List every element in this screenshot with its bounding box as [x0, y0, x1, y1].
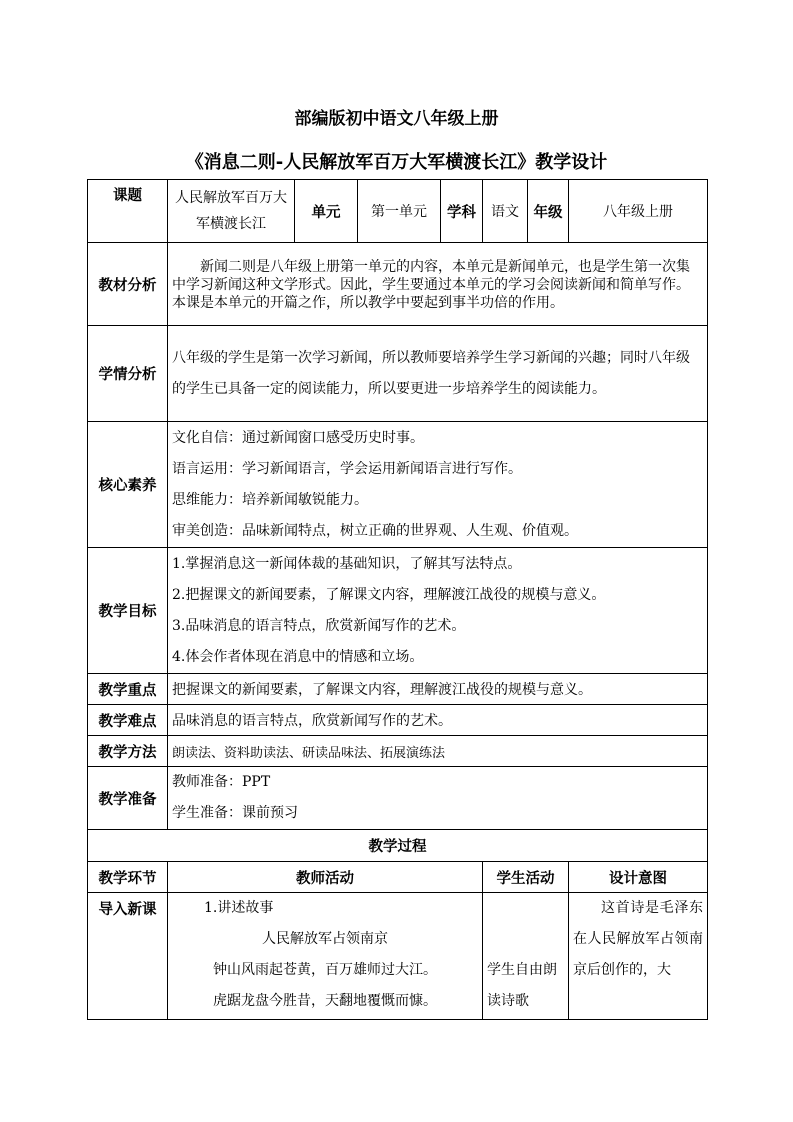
col-intent-header: 设计意图 — [569, 862, 708, 893]
core-literacy-item: 语言运用：学习新闻语言，学会运用新闻语言进行写作。 — [172, 460, 522, 477]
poem-line: 钟山风雨起苍黄，百万雄师过大江。 — [213, 962, 437, 978]
teacher-activity-cell — [168, 893, 483, 1020]
poem-title: 人民解放军占领南京 — [262, 931, 388, 947]
core-literacy-item: 思维能力：培养新闻敏锐能力。 — [172, 491, 368, 508]
col-stage-header: 教学环节 — [88, 862, 168, 893]
subject-value: 语文 — [483, 180, 528, 243]
table-row — [88, 180, 708, 243]
col-student-header: 学生活动 — [483, 862, 569, 893]
student-activity-text: 学生自由朗读诗歌 — [483, 893, 569, 1020]
table-row — [88, 830, 708, 862]
col-teacher-header: 教师活动 — [168, 862, 483, 893]
core-literacy-item: 文化自信：通过新闻窗口感受历史时事。 — [172, 429, 424, 446]
core-literacy-item: 审美创造：品味新闻特点，树立正确的世界观、人生观、价值观。 — [172, 522, 578, 539]
document-title: 部编版初中语文八年级上册 — [294, 109, 499, 129]
key-points-label: 教学重点 — [88, 674, 168, 705]
document-subtitle: 《消息二则-人民解放军百万大军横渡长江》教学设计 — [185, 152, 608, 173]
design-intent-text: 这首诗是毛泽东在人民解放军占领南京后创作的，大 — [569, 893, 708, 1020]
objectives-cell — [168, 548, 708, 674]
table-row — [88, 736, 708, 767]
table-row — [88, 548, 708, 674]
textbook-analysis-text: 新闻二则是八年级上册第一单元的内容，本单元是新闻单元，也是学生第一次集中学习新闻这种文学形式。因此，学生要通过本单元的学习会阅读新闻和简单写作。本课是本单元的开篇之作，所以教学中要起到事半功倍的作用。 — [168, 243, 708, 326]
table-row — [88, 893, 708, 1020]
lesson-plan-table — [87, 179, 708, 1020]
teacher-step: 1.讲述故事 — [204, 900, 274, 916]
core-literacy-label: 核心素养 — [88, 422, 168, 548]
learner-analysis-text: 八年级的学生是第一次学习新闻，所以教师要培养学生学习新闻的兴趣；同时八年级的学生已具备一定的阅读能力，所以要更进一步培养学生的阅读能力。 — [168, 326, 708, 422]
preparation-item: 学生准备：课前预习 — [172, 805, 298, 821]
topic-value: 人民解放军百万大军横渡长江 — [168, 180, 295, 243]
table-row — [88, 767, 708, 830]
key-points-text: 把握课文的新闻要素，了解课文内容，理解渡江战役的规模与意义。 — [168, 674, 708, 705]
table-row — [88, 705, 708, 736]
unit-label: 单元 — [295, 180, 358, 243]
unit-value: 第一单元 — [358, 180, 441, 243]
table-row — [88, 243, 708, 326]
core-literacy-cell — [168, 422, 708, 548]
table-row — [88, 422, 708, 548]
textbook-analysis-label: 教材分析 — [88, 243, 168, 326]
objective-item: 1.掌握消息这一新闻体裁的基础知识，了解其写法特点。 — [172, 555, 522, 572]
table-row — [88, 862, 708, 893]
table-row — [88, 326, 708, 422]
preparation-item: 教师准备：PPT — [172, 774, 271, 790]
preparation-cell — [168, 767, 708, 830]
difficulties-text: 品味消息的语言特点，欣赏新闻写作的艺术。 — [168, 705, 708, 736]
objective-item: 4.体会作者体现在消息中的情感和立场。 — [172, 648, 424, 665]
table-row — [88, 674, 708, 705]
difficulties-label: 教学难点 — [88, 705, 168, 736]
grade-label: 年级 — [528, 180, 569, 243]
learner-analysis-label: 学情分析 — [88, 326, 168, 422]
subject-label: 学科 — [441, 180, 483, 243]
methods-label: 教学方法 — [88, 736, 168, 767]
stage-label: 导入新课 — [88, 893, 168, 1020]
topic-label: 课题 — [88, 180, 168, 243]
objective-item: 3.品味消息的语言特点，欣赏新闻写作的艺术。 — [172, 617, 466, 634]
poem-line: 虎踞龙盘今胜昔，天翻地覆慨而慷。 — [213, 993, 437, 1009]
process-heading: 教学过程 — [88, 830, 708, 862]
objectives-label: 教学目标 — [88, 548, 168, 674]
preparation-label: 教学准备 — [88, 767, 168, 830]
grade-value: 八年级上册 — [569, 180, 708, 243]
objective-item: 2.把握课文的新闻要素，了解课文内容，理解渡江战役的规模与意义。 — [172, 586, 606, 603]
methods-text: 朗读法、资料助读法、研读品味法、拓展演练法 — [168, 736, 708, 767]
